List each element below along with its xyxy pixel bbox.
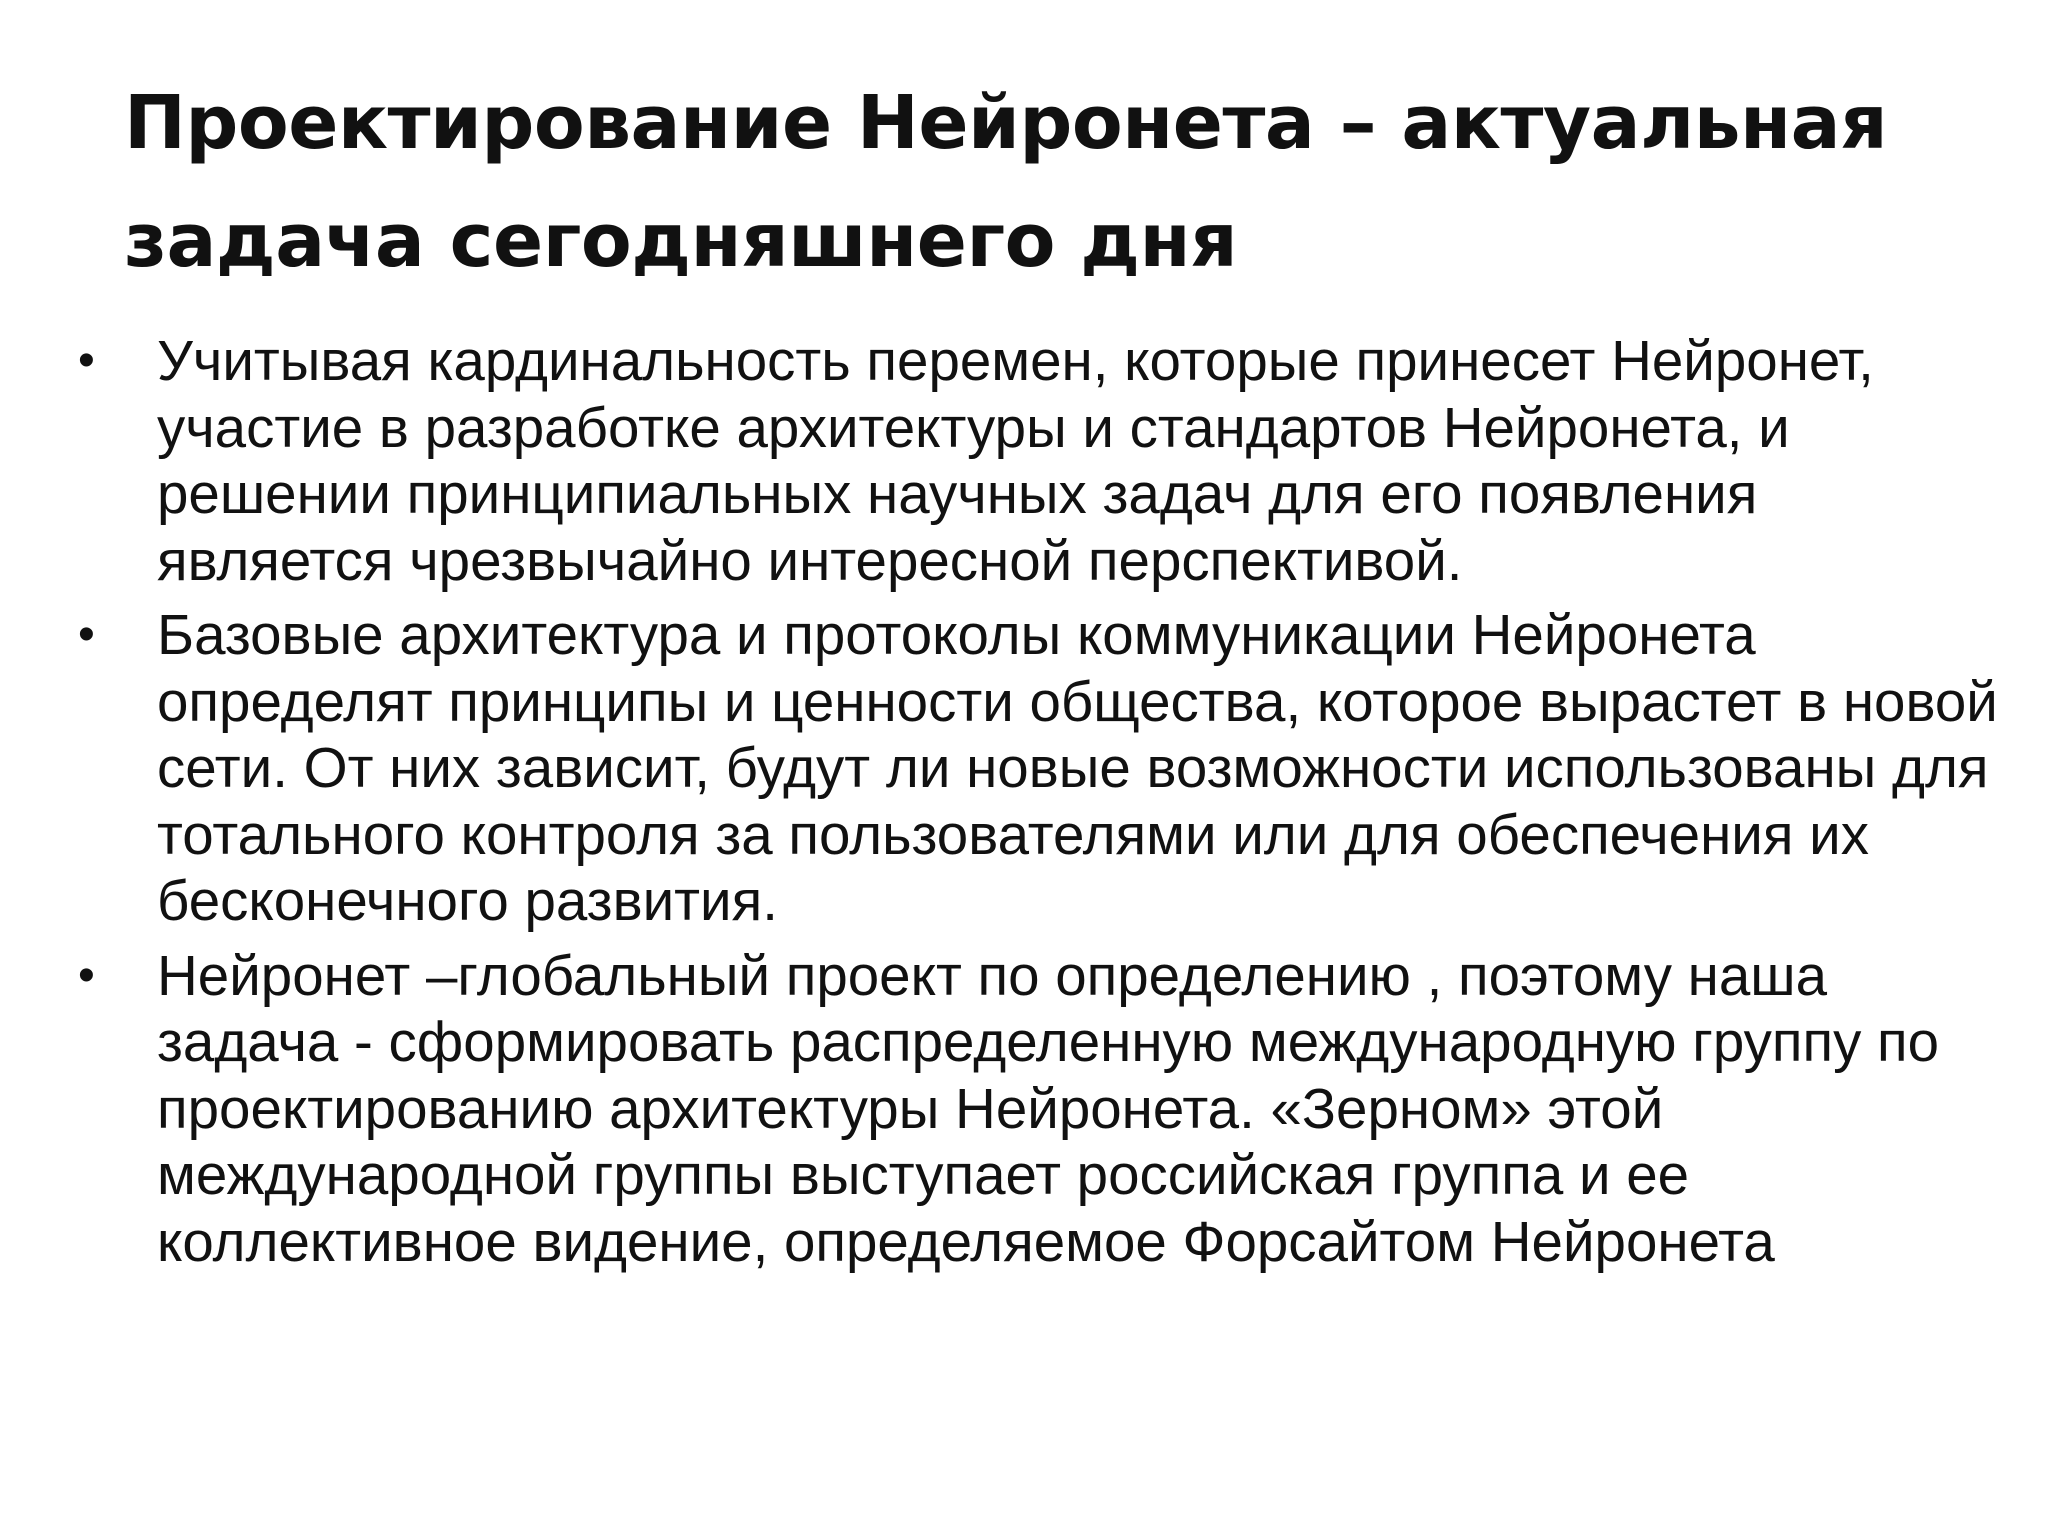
bullet-item: [72, 602, 2002, 935]
bullet-icon: •: [78, 334, 95, 387]
bullet-icon: •: [78, 948, 95, 1002]
bullet-text: Учитывая кардинальность перемен, которые принесет Нейронет, участие в разработке архитектуры и стандартов Нейронета, и решении принципиальных научных задач для его появления является чрезвычайно интересной перспективой.: [157, 329, 1874, 592]
bullet-list: [72, 328, 2002, 1283]
bullet-item: [72, 328, 2002, 594]
bullet-text: Базовые архитектура и протоколы коммуникации Нейронета определят принципы и ценности общества, которое вырастет в новой сети. От них зависит, будут ли новые возможности использованы для тотального контроля за пользователями или для обеспечения их бесконечного развития.: [157, 603, 1998, 932]
bullet-item: [72, 943, 2002, 1276]
bullet-icon: •: [78, 608, 95, 661]
bullet-text: Нейронет –глобальный проект по определению , поэтому наша задача - сформировать распределенную международную группу по проектированию архитектуры Нейронета. «Зерном» этой международной группы выступает российская группа и ее коллективное видение, определяемое Форсайтом Нейронета: [157, 943, 1940, 1273]
slide-title: Проектирование Нейронета – актуальная задача сегодняшнего дня: [124, 80, 1888, 284]
